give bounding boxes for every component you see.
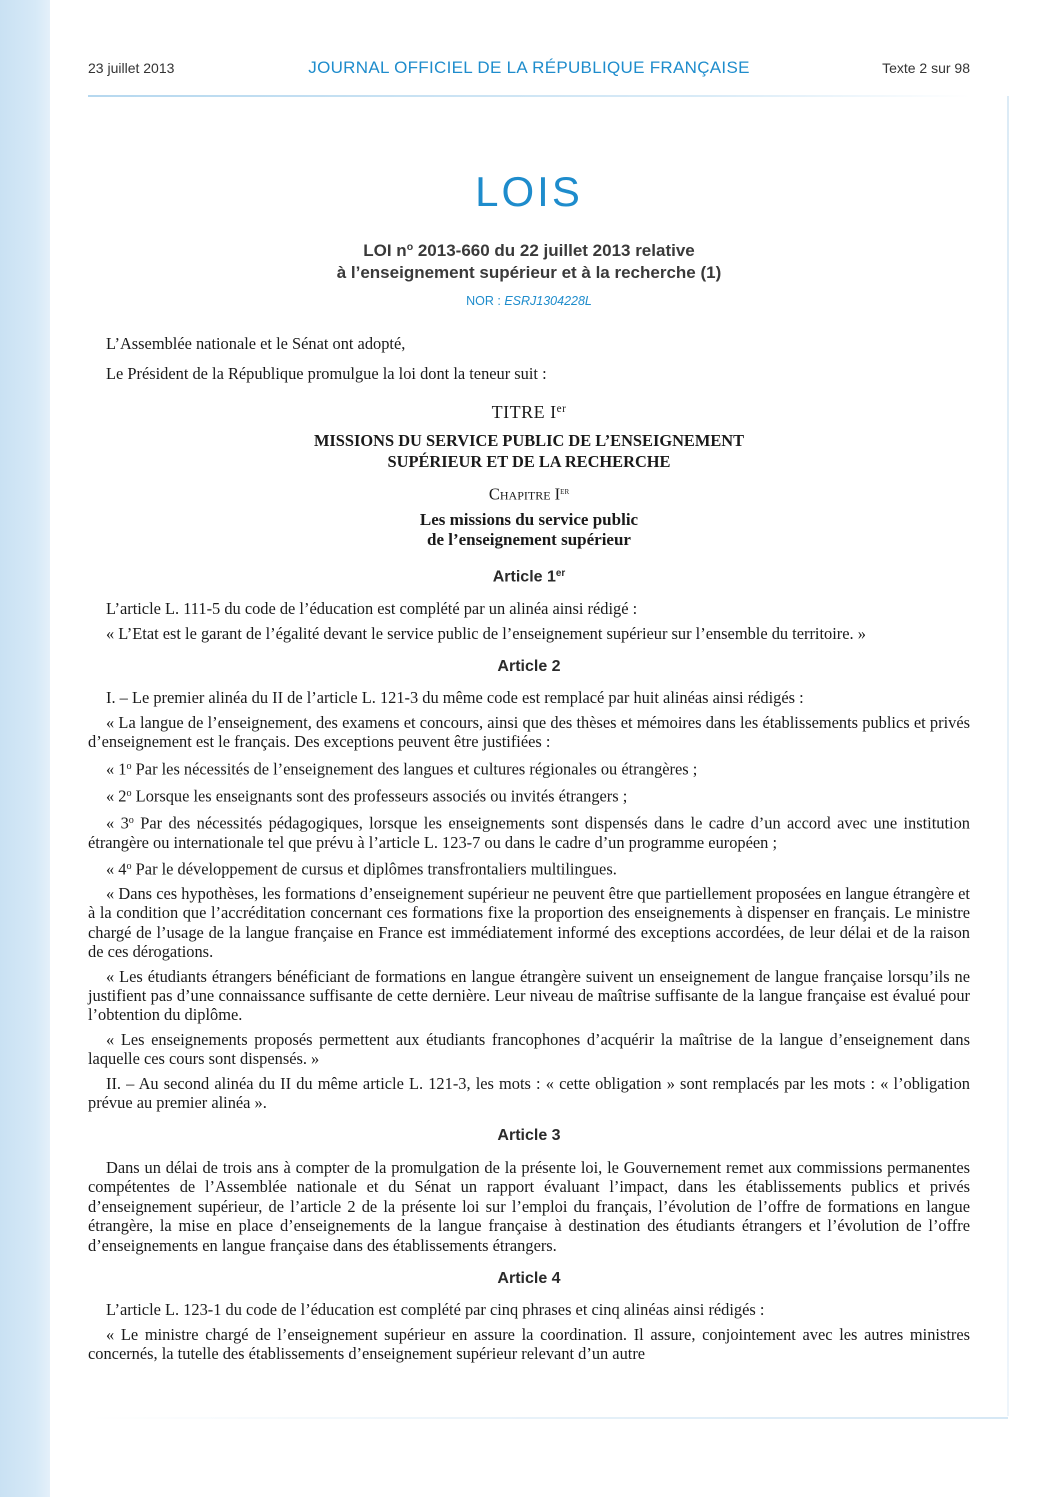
intro-paragraph: L’Assemblée nationale et le Sénat ont adopté, (106, 334, 406, 353)
law-title-line2: à l’enseignement supérieur et à la recherche (1) (336, 262, 722, 282)
bottom-rule (88, 1417, 1008, 1419)
article-paragraph: « La langue de l’enseignement, des examens et concours, ainsi que des thèses et mémoires dans les établissements publics et privés d’enseignement est le français. Des exceptions peuvent être justifiées : (88, 712, 970, 752)
law-title-line1: LOI $n^o$ 2013-660 du 22 juillet 2013 relative (363, 240, 695, 260)
article-paragraph: « 1$^o$ Par les nécessités de l’enseignement des langues et cultures régionales ou étrangères ; (106, 759, 698, 779)
article-heading: Article 4 (497, 1269, 561, 1287)
nor-label: NOR : (466, 294, 505, 308)
nor-value: ESRJ1304228L (504, 294, 592, 308)
header-page-count: Texte 2 sur 98 (882, 60, 970, 76)
header-journal-title: JOURNAL OFFICIEL DE LA RÉPUBLIQUE FRANÇAISE (308, 58, 750, 77)
header-rule (88, 95, 970, 97)
article-paragraph: « Le ministre chargé de l’enseignement supérieur en assure la coordination. Il assure, conjointement avec les autres ministres concernés, la tutelle des établissements d’enseignement supérieur relevant d’un autre (88, 1324, 970, 1364)
article-paragraph: Dans un délai de trois ans à compter de la promulgation de la présente loi, le Gouvernement remet aux commissions permanentes compétentes de l’Assemblée nationale et du Sénat un rapport évaluant l’impact, dans les établissements publics et privés d’enseignement supérieur, de l’article 2 de la présente loi sur l’emploi du français, l’évolution de l’offre de formations en langue étrangère, la mise en place d’enseignements de la langue française à destination des étudiants étrangers et l’évolution de l’offre d’enseignements en langue française dans des établissements étrangers. (88, 1157, 970, 1255)
article-paragraph: « 4$^o$ Par le développement de cursus et diplômes transfrontaliers multilingues. (106, 859, 617, 879)
header-date: 23 juillet 2013 (88, 60, 175, 76)
nor-reference (0, 294, 1058, 308)
article-heading: Article 1er (492, 568, 566, 586)
law-title (0, 236, 1058, 284)
article-paragraph: L’article L. 111-5 du code de l’éducation est complété par un alinéa ainsi rédigé : (106, 599, 638, 619)
article-paragraph: « Les étudiants étrangers bénéficiant de formations en langue étrangère suivent un enseignement de langue française lorsqu’ils ne justifient pas d’une connaissance suffisante de cette dernière. Leur niveau de maîtrise suffisante de la langue française est évalué pour l’obtention du diplôme. (88, 966, 970, 1025)
article-paragraph: « 3$^o$ Par des nécessités pédagogiques, lorsque les enseignements sont dispensés dans le cadre d’un accord avec une institution étrangère ou internationale tel que prévu à l’article L. 123-7 ou dans le cadre d’un programme européen ; (88, 813, 970, 852)
chapitre-heading: Chapitre Ier (488, 484, 570, 504)
article-paragraph: L’article L. 123-1 du code de l’éducation est complété par cinq phrases et cinq alinéas ainsi rédigés : (106, 1300, 765, 1320)
article-paragraph: « Les enseignements proposés permettent aux étudiants francophones d’acquérir la maîtrise de la langue d’enseignement dans laquelle ces cours sont dispensés. » (88, 1029, 970, 1069)
article-paragraph: II. – Au second alinéa du II du même article L. 121-3, les mots : « cette obligation » sont remplacés par les mots : « l’obligation prévue au premier alinéa ». (88, 1073, 970, 1113)
section-title: LOIS (475, 168, 583, 215)
article-paragraph: « 2$^o$ Lorsque les enseignants sont des professeurs associés ou invités étrangers ; (106, 786, 628, 806)
left-margin-band (0, 0, 50, 1497)
document-body (88, 334, 970, 1369)
intro-paragraph: Le Président de la République promulgue la loi dont la teneur suit : (106, 364, 547, 384)
article-heading: Article 2 (497, 658, 561, 676)
article-paragraph: « L’Etat est le garant de l’égalité devant le service public de l’enseignement supérieur sur l’ensemble du territoire. » (106, 623, 866, 643)
titre-subtitle: MISSIONS DU SERVICE PUBLIC DE L’ENSEIGNEMENT SUPÉRIEUR ET DE LA RECHERCHE (313, 431, 745, 472)
titre-heading: TITRE Ier (491, 401, 567, 422)
article-paragraph: I. – Le premier alinéa du II de l’article L. 121-3 du même code est remplacé par huit alinéas ainsi rédigés : (106, 688, 804, 708)
article-paragraph: « Dans ces hypothèses, les formations d’enseignement supérieur ne peuvent être que partiellement proposées en langue étrangère et à la condition que l’accréditation concernant ces formations fixe la proportion des enseignements à dispenser en français. Le ministre chargé de l’usage de la langue française en France est immédiatement informé des exceptions accordées, de leur délai et de la raison de ces dérogations. (88, 884, 970, 962)
chapitre-subtitle: Les missions du service public de l’enseignement supérieur (419, 510, 639, 550)
article-heading: Article 3 (497, 1127, 561, 1145)
